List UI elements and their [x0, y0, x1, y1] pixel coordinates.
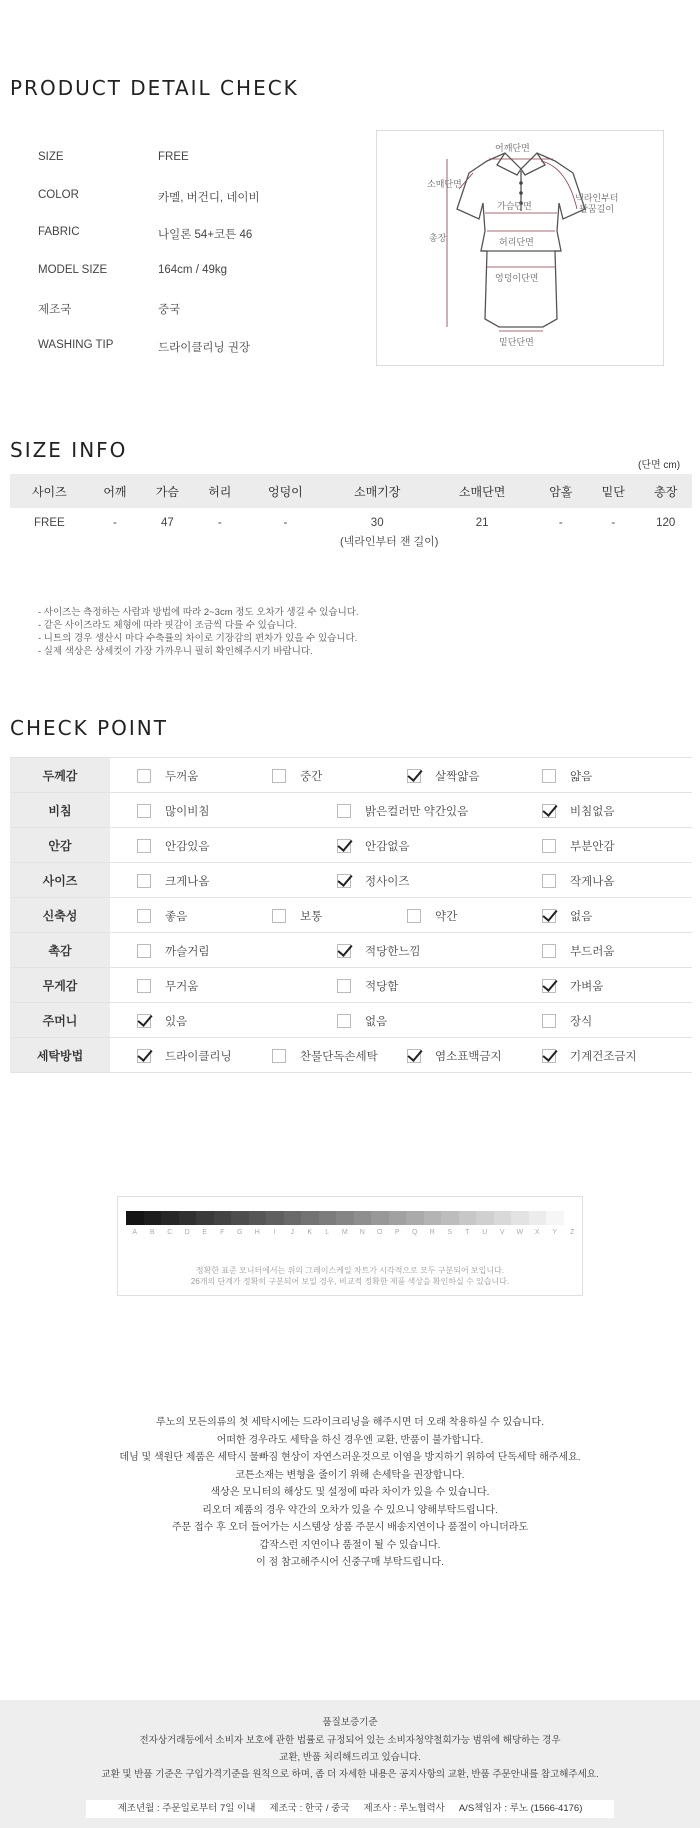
check-option-label: 정사이즈 — [365, 876, 410, 888]
detail-key: FABRIC — [38, 226, 80, 239]
check-option — [272, 768, 322, 784]
grayscale-letter: N — [359, 1229, 365, 1236]
grayscale-letter: W — [516, 1229, 524, 1236]
size-note-line: - 실제 색상은 상세컷이 가장 가까우니 필히 확인해주시기 바랍니다. — [38, 646, 313, 657]
size-table — [10, 474, 692, 538]
detail-value: FREE — [158, 151, 189, 163]
care-line: 주문 접수 후 오더 들어가는 시스템상 상품 주문시 배송지연이나 품절이 아니더라도 — [171, 1522, 529, 1533]
checked-checkbox-icon — [137, 1049, 151, 1063]
checkbox-icon — [337, 1014, 351, 1028]
checked-checkbox-icon — [542, 909, 556, 923]
care-line: 이 점 참고해주시어 신중구매 부탁드립니다. — [256, 1557, 444, 1568]
grayscale-letter: O — [377, 1229, 383, 1236]
grayscale-swatch — [214, 1211, 232, 1225]
grayscale-swatch — [126, 1211, 144, 1225]
checkbox-icon — [137, 944, 151, 958]
check-option — [542, 908, 592, 924]
check-point-title: CHECK POINT — [10, 716, 168, 740]
check-option — [542, 803, 614, 819]
grayscale-letter: P — [394, 1229, 400, 1236]
grayscale-letter: D — [184, 1229, 190, 1236]
checkbox-icon — [137, 804, 151, 818]
grayscale-letters — [126, 1229, 581, 1236]
grayscale-letter: M — [341, 1229, 348, 1236]
check-option-label: 살짝얇음 — [435, 771, 480, 783]
size-notes — [38, 606, 359, 658]
size-value-cell: - — [558, 517, 563, 529]
check-option-label: 적당한느낌 — [365, 946, 421, 958]
check-option — [542, 1048, 637, 1064]
size-value-cell: - — [611, 517, 616, 529]
check-option-label: 적당함 — [365, 981, 399, 993]
diagram-chest-label: 가슴단면 — [497, 201, 532, 211]
check-row-label: 촉감 — [10, 933, 110, 968]
check-option — [137, 1048, 232, 1064]
check-option-label: 부분안감 — [570, 841, 615, 853]
size-header-cell: 밑단 — [587, 474, 639, 508]
care-line: 루노의 모든의류의 첫 세탁시에는 드라이크리닝을 해주시면 더 오래 착용하실 수 있습니다. — [156, 1417, 544, 1428]
grayscale-swatch — [424, 1211, 442, 1225]
grayscale-swatch — [511, 1211, 529, 1225]
grayscale-letter: E — [202, 1229, 208, 1236]
check-option-label: 기계건조금지 — [570, 1051, 637, 1063]
check-option-label: 작게나옴 — [570, 876, 615, 888]
checked-checkbox-icon — [542, 1049, 556, 1063]
care-line: 데님 및 색원단 제품은 세탁시 물빠짐 현상이 자연스러운것으로 이염을 방지하기 위하여 단독세탁 해주세요. — [119, 1452, 581, 1463]
footer-bar-item: A/S책임자 : 루노 (1566-4176) — [458, 1803, 583, 1814]
check-option — [272, 908, 322, 924]
care-line: 색상은 모니터의 해상도 및 설정에 따라 차이가 있을 수 있습니다. — [210, 1487, 490, 1498]
check-option — [137, 838, 209, 854]
check-option-label: 드라이클리닝 — [165, 1051, 232, 1063]
quality-footer — [0, 1700, 700, 1828]
check-options — [110, 793, 692, 828]
grayscale-swatch — [161, 1211, 179, 1225]
size-value-cell: - — [217, 517, 222, 529]
grayscale-letter: F — [220, 1229, 225, 1236]
footer-line: 교환, 반품 처리해드리고 있습니다. — [279, 1752, 421, 1763]
check-option-label: 있음 — [165, 1016, 188, 1028]
care-instructions — [0, 1414, 700, 1572]
check-option-label: 부드러움 — [570, 946, 615, 958]
check-option-label: 장식 — [570, 1016, 593, 1028]
grayscale-note — [118, 1265, 582, 1287]
check-options — [110, 933, 692, 968]
size-header-cell: 가슴 — [141, 474, 193, 508]
check-option — [137, 768, 198, 784]
check-row-label: 주머니 — [10, 1003, 110, 1038]
grayscale-letter: B — [149, 1229, 155, 1236]
grayscale-swatch — [354, 1211, 372, 1225]
checkbox-icon — [272, 909, 286, 923]
check-option-label: 두꺼움 — [165, 771, 199, 783]
check-option — [542, 943, 614, 959]
checkbox-icon — [137, 874, 151, 888]
footer-bar-item: 제조국 : 한국 / 중국 — [269, 1803, 350, 1814]
check-row-label: 사이즈 — [10, 863, 110, 898]
grayscale-bar — [126, 1211, 581, 1225]
check-options — [110, 758, 692, 793]
grayscale-swatch — [546, 1211, 564, 1225]
grayscale-swatch — [441, 1211, 459, 1225]
size-value-cell: 47 — [160, 517, 174, 529]
check-option-label: 안감있음 — [165, 841, 210, 853]
grayscale-swatch — [406, 1211, 424, 1225]
check-option-label: 안감없음 — [365, 841, 410, 853]
size-diagram — [376, 130, 664, 366]
check-option-label: 찬물단독손세탁 — [300, 1051, 378, 1063]
size-header-cell: 허리 — [194, 474, 246, 508]
dress-illustration — [377, 131, 665, 367]
check-option — [542, 873, 614, 889]
grayscale-letter: J — [290, 1229, 294, 1236]
detail-key: 제조국 — [38, 304, 72, 317]
grayscale-swatch — [564, 1211, 582, 1225]
checked-checkbox-icon — [407, 769, 421, 783]
check-row-label: 안감 — [10, 828, 110, 863]
check-option — [542, 838, 614, 854]
footer-bar-item: 제조년월 : 주문일로부터 7일 이내 — [117, 1803, 256, 1814]
check-option — [137, 978, 198, 994]
grayscale-letter: R — [429, 1229, 435, 1236]
diagram-sleeve-label: 소매단면 — [427, 179, 462, 189]
detail-value: 카멜, 버건디, 네이비 — [158, 191, 260, 204]
grayscale-letter: I — [273, 1229, 276, 1236]
size-header-cell: 엉덩이 — [246, 474, 325, 508]
check-row — [10, 968, 692, 1003]
check-row — [10, 1038, 692, 1073]
check-option — [337, 1013, 387, 1029]
unit-label: (단면 cm) — [638, 460, 681, 471]
check-option — [407, 1048, 502, 1064]
detail-value: 164cm / 49kg — [158, 263, 228, 276]
check-option — [542, 768, 592, 784]
grayscale-swatch — [231, 1211, 249, 1225]
grayscale-letter: Y — [552, 1229, 558, 1236]
grayscale-swatch — [319, 1211, 337, 1225]
checkbox-icon — [137, 839, 151, 853]
care-line: 코튼소재는 변형을 줄이기 위해 손세탁을 권장합니다. — [235, 1469, 465, 1481]
size-note-line: - 같은 사이즈라도 체형에 따라 핏감이 조금씩 다를 수 있습니다. — [38, 620, 297, 631]
size-value-cell: - — [112, 517, 117, 529]
diagram-length-label: 총장 — [429, 233, 447, 243]
detail-value: 나일론 54+코튼 46 — [158, 229, 253, 242]
footer-info-bar — [86, 1800, 614, 1818]
checkbox-icon — [137, 909, 151, 923]
size-value-cell: 120 — [656, 517, 676, 529]
size-note-line: - 사이즈는 측정하는 사람과 방법에 따라 2~3cm 정도 오차가 생길 수 있습니다. — [38, 607, 359, 618]
check-option-label: 무거움 — [165, 981, 199, 993]
checkbox-icon — [272, 1049, 286, 1063]
check-row — [10, 863, 692, 898]
checkbox-icon — [542, 1014, 556, 1028]
detail-key: COLOR — [38, 188, 79, 201]
check-option-label: 보통 — [300, 911, 323, 923]
checked-checkbox-icon — [542, 979, 556, 993]
check-row-label: 무게감 — [10, 968, 110, 1003]
sleeve-note: (넥라인부터 잰 길이) — [340, 536, 439, 548]
grayscale-letter: X — [534, 1229, 540, 1236]
grayscale-note-2: 26개의 단계가 정확히 구분되어 보일 경우, 비교적 정확한 제품 색상을 확인하실 수 있습니다. — [190, 1277, 510, 1286]
grayscale-swatch — [371, 1211, 389, 1225]
check-option-label: 가벼움 — [570, 981, 604, 993]
check-option-label: 약간 — [435, 911, 458, 923]
check-option-label: 중간 — [300, 771, 323, 783]
check-options — [110, 1038, 692, 1073]
check-options — [110, 1003, 692, 1038]
grayscale-letter: T — [465, 1229, 470, 1236]
size-value-cell: FREE — [34, 517, 65, 529]
size-header-cell: 총장 — [639, 474, 692, 508]
checkbox-icon — [542, 839, 556, 853]
check-option-label: 크게나옴 — [165, 876, 210, 888]
footer-bar-item: 제조사 : 루노협력사 — [363, 1803, 445, 1814]
check-options — [110, 828, 692, 863]
grayscale-letter: Z — [570, 1229, 575, 1236]
check-option-label: 까슬거림 — [165, 946, 210, 958]
check-row — [10, 1003, 692, 1038]
check-option — [337, 803, 468, 819]
check-options — [110, 898, 692, 933]
check-row-label: 세탁방법 — [10, 1038, 110, 1073]
check-option — [337, 978, 398, 994]
check-option — [137, 908, 187, 924]
grayscale-letter: L — [325, 1229, 330, 1236]
check-option-label: 좋음 — [165, 911, 188, 923]
checkbox-icon — [407, 909, 421, 923]
grayscale-swatch — [459, 1211, 477, 1225]
checkbox-icon — [337, 804, 351, 818]
check-option — [337, 943, 421, 959]
check-option — [272, 1048, 378, 1064]
grayscale-swatch — [529, 1211, 547, 1225]
checkbox-icon — [542, 769, 556, 783]
grayscale-letter: K — [307, 1229, 313, 1236]
diagram-neck-sleeve-label: 넥라인부터 팔꿈길이 — [575, 193, 619, 214]
grayscale-swatch — [266, 1211, 284, 1225]
checkbox-icon — [542, 874, 556, 888]
grayscale-note-1: 정확한 표준 모니터에서는 위의 그레이스케일 차트가 시각적으로 모두 구분되어 보입니다. — [195, 1266, 505, 1275]
care-line: 갑작스런 지연이나 품절이 될 수 있습니다. — [259, 1539, 441, 1551]
size-value-cell: - — [283, 517, 288, 529]
check-row — [10, 828, 692, 863]
check-option-label: 없음 — [365, 1016, 388, 1028]
grayscale-chart — [117, 1196, 583, 1296]
check-option-label: 비침없음 — [570, 806, 615, 818]
checked-checkbox-icon — [337, 944, 351, 958]
grayscale-swatch — [249, 1211, 267, 1225]
checked-checkbox-icon — [407, 1049, 421, 1063]
detail-value: 중국 — [158, 304, 181, 317]
footer-title: 품질보증기준 — [322, 1717, 378, 1728]
detail-key: SIZE — [38, 151, 64, 163]
check-row-label: 두께감 — [10, 758, 110, 793]
grayscale-letter: G — [237, 1229, 243, 1236]
check-point-table — [10, 757, 692, 1073]
check-option — [137, 873, 209, 889]
checked-checkbox-icon — [337, 874, 351, 888]
check-option — [137, 1013, 187, 1029]
check-row-label: 신축성 — [10, 898, 110, 933]
check-option — [542, 1013, 592, 1029]
checked-checkbox-icon — [137, 1014, 151, 1028]
check-row — [10, 898, 692, 933]
size-header-cell: 사이즈 — [10, 474, 89, 508]
check-option — [407, 768, 479, 784]
grayscale-letter: A — [132, 1229, 138, 1236]
grayscale-swatch — [389, 1211, 407, 1225]
checkbox-icon — [337, 979, 351, 993]
grayscale-letter: Q — [412, 1229, 418, 1236]
grayscale-swatch — [284, 1211, 302, 1225]
size-header-cell: 소매기장 — [325, 474, 430, 508]
size-value-cell: 21 — [475, 517, 489, 529]
checkbox-icon — [137, 979, 151, 993]
check-option — [137, 803, 209, 819]
diagram-hem-label: 밑단단면 — [499, 337, 534, 347]
grayscale-letter: U — [482, 1229, 488, 1236]
checkbox-icon — [137, 769, 151, 783]
detail-key: WASHING TIP — [38, 339, 114, 351]
checkbox-icon — [272, 769, 286, 783]
grayscale-letter: S — [447, 1229, 453, 1236]
check-options — [110, 968, 692, 1003]
check-option-label: 얇음 — [570, 771, 593, 783]
footer-line: 교환 및 반품 기준은 구입가격기준을 원칙으로 하며, 좀 더 자세한 내용은 공지사항의 교환, 반품 주문안내를 참고해주세요. — [101, 1769, 599, 1780]
check-option — [137, 943, 209, 959]
grayscale-swatch — [336, 1211, 354, 1225]
detail-title: PRODUCT DETAIL CHECK — [10, 76, 299, 100]
check-option — [407, 908, 457, 924]
checkbox-icon — [542, 944, 556, 958]
grayscale-swatch — [179, 1211, 197, 1225]
checked-checkbox-icon — [337, 839, 351, 853]
grayscale-swatch — [476, 1211, 494, 1225]
care-line: 어떠한 경우라도 세탁을 하신 경우엔 교환, 반품이 불가합니다. — [216, 1434, 484, 1446]
size-header-cell: 소매단면 — [430, 474, 535, 508]
detail-key: MODEL SIZE — [38, 263, 108, 276]
footer-line: 전자상거래등에서 소비자 보호에 관한 법률로 규정되어 있는 소비자청약철회가능 범위에 해당하는 경우 — [139, 1735, 561, 1746]
detail-value: 드라이클리닝 권장 — [158, 342, 251, 354]
check-option — [337, 838, 409, 854]
checked-checkbox-icon — [542, 804, 556, 818]
grayscale-swatch — [301, 1211, 319, 1225]
size-header-cell: 암홀 — [535, 474, 587, 508]
size-info-title: SIZE INFO — [10, 438, 128, 462]
check-row-label: 비침 — [10, 793, 110, 828]
check-option-label: 많이비침 — [165, 806, 210, 818]
grayscale-swatch — [144, 1211, 162, 1225]
check-row — [10, 933, 692, 968]
grayscale-letter: H — [254, 1229, 260, 1236]
footer-lines — [0, 1732, 700, 1783]
check-row — [10, 793, 692, 828]
check-option — [337, 873, 409, 889]
grayscale-letter: C — [167, 1229, 173, 1236]
check-row — [10, 758, 692, 793]
diagram-hip-label: 엉덩이단면 — [495, 273, 539, 283]
grayscale-swatch — [196, 1211, 214, 1225]
size-value-cell: 30 — [370, 517, 384, 529]
size-note-line: - 니트의 경우 생산시 마다 수축률의 차이로 기장감의 편차가 있을 수 있습니다. — [38, 633, 358, 644]
check-option-label: 밝은컬러만 약간있음 — [365, 806, 469, 818]
check-option-label: 염소표백금지 — [435, 1051, 502, 1063]
size-header-cell: 어깨 — [89, 474, 141, 508]
check-options — [110, 863, 692, 898]
check-option — [542, 978, 603, 994]
grayscale-letter: V — [499, 1229, 505, 1236]
diagram-waist-label: 허리단면 — [499, 237, 534, 247]
grayscale-swatch — [494, 1211, 512, 1225]
care-line: 리오더 제품의 경우 약간의 오차가 있을 수 있으니 양해부탁드립니다. — [202, 1504, 498, 1516]
diagram-shoulder-label: 어깨단면 — [495, 143, 530, 153]
check-option-label: 없음 — [570, 911, 593, 923]
